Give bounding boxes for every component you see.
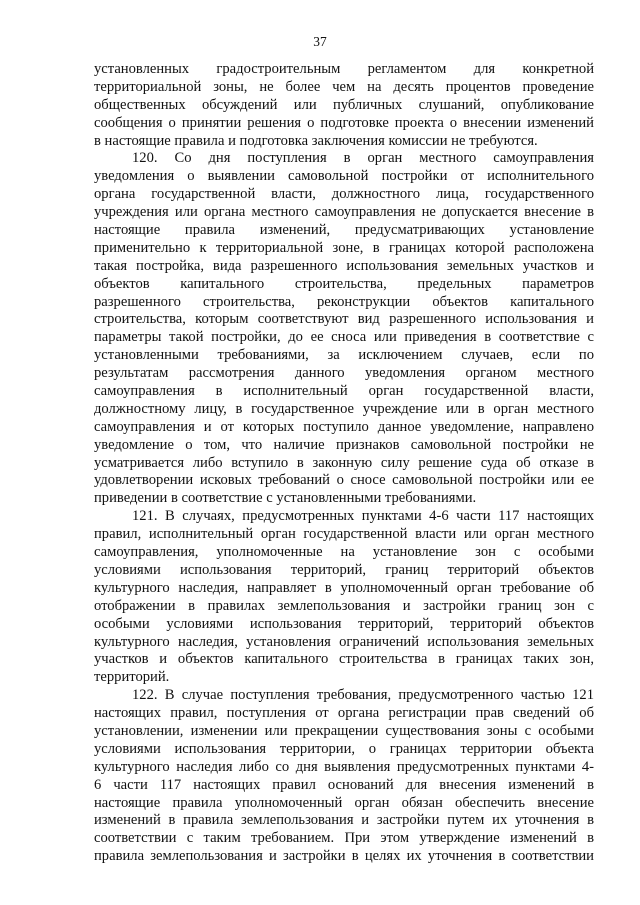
text-line: разрешенного строительства, реконструкции объектов капитального <box>94 293 594 310</box>
text-line: правила землепользования и застройки в целях их уточнения в соответствии <box>94 848 594 865</box>
text-line: общественных обсуждений или публичных слушаний, опубликование <box>94 96 594 113</box>
text-line: настоящие правила уполномоченный орган обязан обеспечить внесение <box>94 794 594 811</box>
text-line: учреждения или органа местного самоуправления не допускается внесение в <box>94 204 594 221</box>
text-line: установленными требованиями, за исключением случаев, если по <box>94 347 594 364</box>
text-line: строительства, которым соответствуют вид разрешенного использования и <box>94 311 594 328</box>
text-line: органа государственной власти, должностного лица, государственного <box>94 186 594 203</box>
text-line: изменений в правила землепользования и застройки путем их уточнения в <box>94 812 594 829</box>
text-line: отображении в правилах землепользования и застройки границ зон с <box>94 597 594 614</box>
text-line: усматривается либо вступило в законную силу решение суда об отказе в <box>94 454 594 471</box>
text-line: установленных градостроительным регламентом для конкретной <box>94 61 594 77</box>
text-line: территорий. <box>94 669 170 686</box>
text-line: параметры такой постройки, до ее сноса или приведения в соответствие с <box>94 329 594 346</box>
text-line: условиями использования территории, о границах территории объекта <box>94 740 594 757</box>
text-line: участков и объектов капитального строительства в границах таких зон, <box>94 651 594 668</box>
text-line: удовлетворении исковых требований о сносе самовольной постройки или ее <box>94 472 594 489</box>
text-line: самоуправления и от которых поступило данное уведомление, направлено <box>94 418 594 435</box>
text-line: территориальной зоны, не более чем на десять процентов проведение <box>94 78 594 95</box>
text-line: настоящие правила изменений, предусматривающих установление <box>94 222 594 239</box>
text-line: правил, исполнительный орган государственной власти или орган местного <box>94 526 594 543</box>
text-line: установлении, изменении или прекращении существования зоны с особыми <box>94 722 594 739</box>
text-line: уведомления о выявлении самовольной постройки от исполнительного <box>94 168 594 185</box>
text-line: особыми условиями использования территорий, территорий объектов <box>94 615 594 632</box>
text-line: сообщения о принятии решения о подготовке проекта о внесении изменений <box>94 114 594 131</box>
paragraph-first-line: 122. В случае поступления требования, предусмотренного частью 121 <box>132 687 594 704</box>
text-line: уведомление о том, что наличие признаков самовольной постройки не <box>94 436 594 453</box>
text-line: объектов капитального строительства, предельных параметров <box>94 275 594 292</box>
text-line: культурного наследия, направляет в уполномоченный орган требование об <box>94 579 594 596</box>
text-line: соответствии с таким требованием. При этом утверждение изменений в <box>94 830 594 847</box>
text-line: такая постройка, вида разрешенного использования земельных участков и <box>94 257 594 274</box>
text-line: 6 части 117 настоящих правил оснований для внесения изменений в <box>94 776 594 793</box>
paragraph-first-line: 120. Со дня поступления в орган местного самоуправления <box>132 150 594 167</box>
text-line: культурного наследия, установления ограничений использования земельных <box>94 633 594 650</box>
text-line: в настоящие правила и подготовка заключения комиссии не требуются. <box>94 132 538 149</box>
text-line: культурного наследия либо со дня выявления предусмотренных пунктами 4- <box>94 758 594 775</box>
text-line: приведении в соответствие с установленными требованиями. <box>94 490 477 507</box>
body-text <box>94 61 594 866</box>
text-line: самоуправления в исполнительный орган государственной власти, <box>94 383 594 400</box>
text-line: должностному лицу, в государственное учреждение или в орган местного <box>94 400 594 417</box>
text-line: условиями использования территорий, границ территорий объектов <box>94 561 594 578</box>
page-number: 37 <box>313 34 327 49</box>
text-line: применительно к территориальной зоне, в границах которой расположена <box>94 239 594 256</box>
paragraph-first-line: 121. В случаях, предусмотренных пунктами 4-6 части 117 настоящих <box>132 508 594 525</box>
text-line: результатам рассмотрения данного уведомления органом местного <box>94 365 594 382</box>
text-line: самоуправления, уполномоченные на установление зон с особыми <box>94 544 594 561</box>
text-line: настоящих правил, поступления от органа регистрации прав сведений об <box>94 705 594 722</box>
